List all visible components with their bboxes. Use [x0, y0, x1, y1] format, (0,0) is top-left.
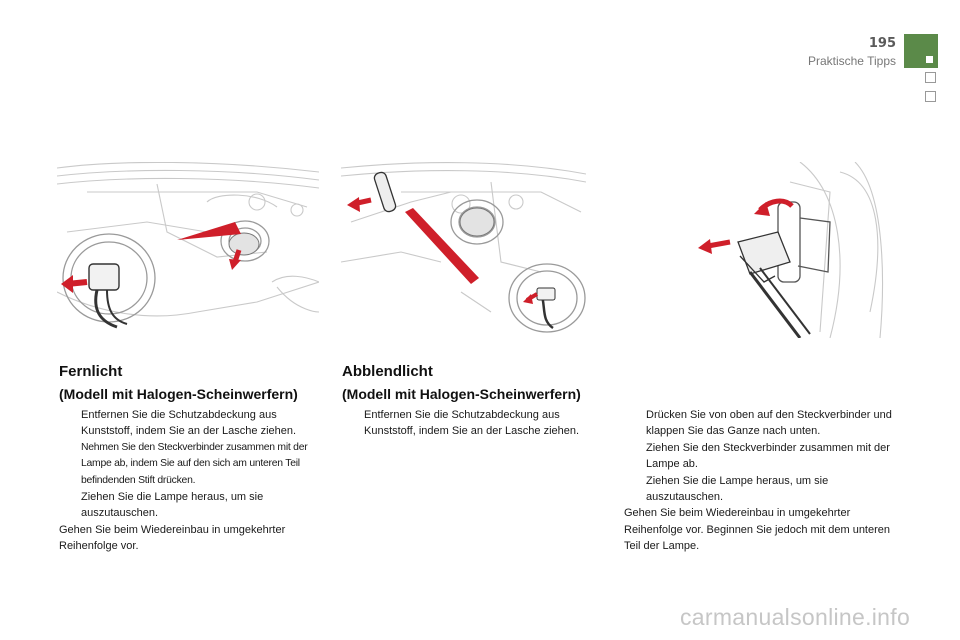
bulb-connector-diagram-icon: [680, 162, 885, 338]
list-item: Entfernen Sie die Schutzabdeckung aus Kunststoff, indem Sie an der Lasche ziehen.: [364, 409, 580, 438]
column-abblendlicht-cont: [624, 407, 892, 555]
high-beam-diagram-icon: [57, 162, 319, 338]
chapter-marker-box: [925, 91, 936, 102]
low-beam-cover-diagram-icon: [341, 162, 586, 338]
subheading-fernlicht: (Modell mit Halogen-Scheinwerfern): [59, 386, 298, 402]
column-fernlicht: [59, 407, 321, 555]
illustration-bulb-connector: [680, 162, 885, 338]
list-item: Nehmen Sie den Steckverbinder zusammen mit der Lampe ab, indem Sie auf den sich am unteren Teil befindenden Stift drücken.: [81, 441, 308, 486]
chapter-marker-box: [925, 72, 936, 83]
watermark: carmanualsonline.info: [680, 604, 911, 630]
list-item: Ziehen Sie den Steckverbinder zusammen mit der Lampe ab.: [646, 441, 890, 471]
note-abblendlicht: Gehen Sie beim Wiedereinbau in umgekehrter Reihenfolge vor. Beginnen Sie jedoch mit dem unteren Teil der Lampe.: [624, 507, 891, 553]
list-item: Ziehen Sie die Lampe heraus, um sie auszutauschen.: [646, 474, 829, 504]
steps-abblendlicht-cont: [624, 407, 892, 505]
subheading-abblendlicht: (Modell mit Halogen-Scheinwerfern): [342, 386, 581, 402]
list-item: Entfernen Sie die Schutzabdeckung aus Kunststoff, indem Sie an der Lasche ziehen.: [81, 409, 297, 438]
column-abblendlicht: [342, 407, 592, 440]
section-title: Praktische Tipps: [807, 54, 896, 68]
list-item: Drücken Sie von oben auf den Steckverbinder und klappen Sie das Ganze nach unten.: [646, 409, 892, 438]
illustration-low-beam-cover: [341, 162, 586, 338]
list-item: Ziehen Sie die Lampe heraus, um sie auszutauschen.: [81, 491, 264, 520]
illustration-high-beam: [57, 162, 319, 338]
note-fernlicht: Gehen Sie beim Wiedereinbau in umgekehrter Reihenfolge vor.: [59, 523, 286, 553]
steps-abblendlicht: [342, 407, 592, 440]
chapter-marker: [904, 34, 938, 68]
page-number: 195: [868, 36, 896, 51]
chapter-marker-dot: [926, 56, 933, 63]
heading-fernlicht: Fernlicht: [59, 363, 123, 380]
heading-abblendlicht: Abblendlicht: [342, 363, 433, 380]
steps-fernlicht: [59, 407, 321, 522]
